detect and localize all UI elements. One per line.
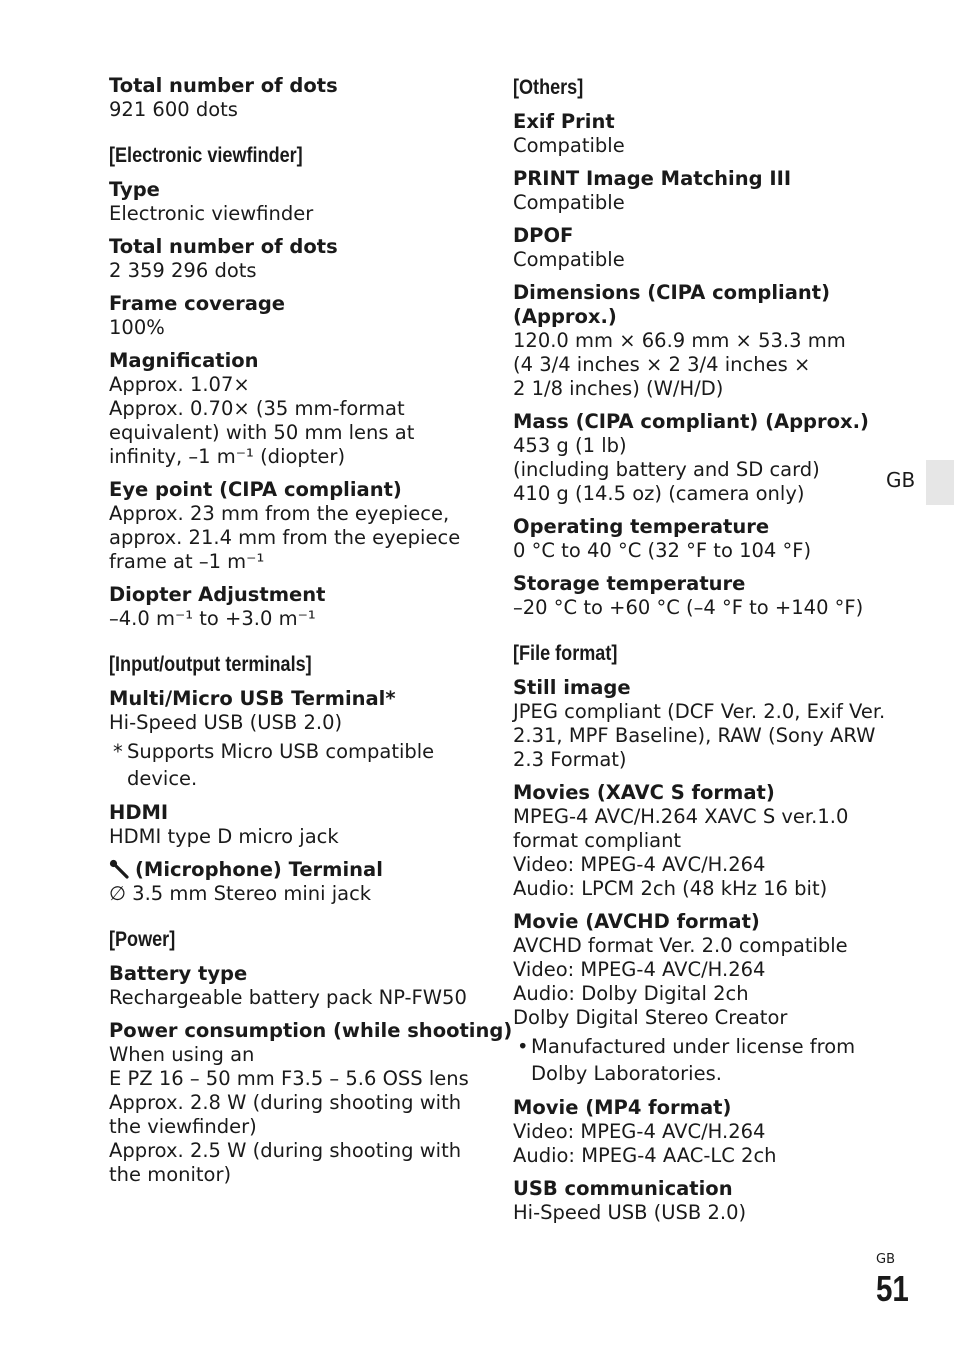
spec-item-battery-type	[109, 962, 489, 1010]
spec-label-text: Frame coverage	[109, 292, 286, 315]
spec-value-line: Compatible	[513, 191, 625, 214]
section-heading-electronic-viewfinder: [Electronic viewfinder]	[109, 144, 303, 167]
note-text: Supports Micro USB compatible device.	[127, 740, 435, 790]
spec-label-text: Movie (AVCHD format)	[513, 910, 760, 933]
spec-item-diopter-adjustment	[109, 583, 489, 631]
footer-language: GB	[876, 1252, 895, 1267]
spec-label-text: Magnification	[109, 349, 259, 372]
spec-label-text: Diopter Adjustment	[109, 583, 326, 606]
spec-label-text: Still image	[513, 676, 631, 699]
spec-item-multi-micro-usb-terminal	[109, 687, 489, 792]
spec-value-line: 100%	[109, 316, 165, 339]
spec-label	[513, 515, 893, 539]
spec-note	[513, 1033, 893, 1087]
microphone-icon	[109, 859, 129, 879]
spec-value-line: Electronic viewfinder	[109, 202, 314, 225]
spec-label-text: Total number of dots	[109, 74, 338, 97]
spec-label-text: Exif Print	[513, 110, 615, 133]
spec-value-line: the viewfinder)	[109, 1115, 257, 1138]
spec-label	[109, 235, 489, 259]
note-marker: *	[113, 740, 123, 763]
spec-value-line: Compatible	[513, 134, 625, 157]
spec-label-text: USB communication	[513, 1177, 733, 1200]
spec-label-text: Power consumption (while shooting)	[109, 1019, 513, 1042]
note-text: Manufactured under license from Dolby Laboratories.	[531, 1035, 856, 1085]
spec-value-line: Audio: MPEG-4 AAC-LC 2ch	[513, 1144, 777, 1167]
spec-item-operating-temperature	[513, 515, 893, 563]
spec-item-total-number-of-dots	[109, 74, 489, 122]
spec-value-line: JPEG compliant (DCF Ver. 2.0, Exif Ver.	[513, 700, 886, 723]
spec-value-line: Approx. 2.5 W (during shooting with	[109, 1139, 462, 1162]
spec-item-movie-mp4-format	[513, 1096, 893, 1168]
spec-label-text: Movie (MP4 format)	[513, 1096, 732, 1119]
spec-value-line: Video: MPEG-4 AVC/H.264	[513, 853, 766, 876]
spec-value-line: 921 600 dots	[109, 98, 238, 121]
spec-value-line: 410 g (14.5 oz) (camera only)	[513, 482, 805, 505]
spec-label-text: Dimensions (CIPA compliant) (Approx.)	[513, 281, 830, 328]
spec-value-line: Audio: LPCM 2ch (48 kHz 16 bit)	[513, 877, 828, 900]
language-tab	[926, 460, 954, 505]
spec-item-dimensions-cipa-compliant-approx	[513, 281, 893, 401]
spec-label-text: Eye point (CIPA compliant)	[109, 478, 402, 501]
spec-item-movie-avchd-format	[513, 910, 893, 1087]
spec-value-line: 453 g (1 lb)	[513, 434, 627, 457]
spec-note	[109, 738, 489, 792]
spec-value-line: Video: MPEG-4 AVC/H.264	[513, 1120, 766, 1143]
spec-label-text: Battery type	[109, 962, 248, 985]
spec-label-text: Storage temperature	[513, 572, 746, 595]
spec-item-storage-temperature	[513, 572, 893, 620]
section-heading-file-format: [File format]	[513, 642, 618, 665]
spec-label	[109, 178, 489, 202]
spec-label	[513, 910, 893, 934]
spec-label-text: (Microphone) Terminal	[135, 858, 383, 881]
spec-label-text: Total number of dots	[109, 235, 338, 258]
spec-item-print-image-matching-iii	[513, 167, 893, 215]
spec-value-line: format compliant	[513, 829, 682, 852]
spec-label	[109, 858, 489, 882]
spec-item-exif-print	[513, 110, 893, 158]
spec-value-line: E PZ 16 – 50 mm F3.5 – 5.6 OSS lens	[109, 1067, 469, 1090]
spec-value-line: Dolby Digital Stereo Creator	[513, 1006, 788, 1029]
spec-value-line: frame at –1 m⁻¹	[109, 550, 265, 573]
spec-label	[109, 801, 489, 825]
spec-item-mass-cipa-compliant-approx	[513, 410, 893, 506]
spec-label	[109, 292, 489, 316]
spec-value-line: 2 359 296 dots	[109, 259, 257, 282]
spec-label	[109, 74, 489, 98]
spec-value-line: infinity, –1 m⁻¹ (diopter)	[109, 445, 346, 468]
spec-value-line: HDMI type D micro jack	[109, 825, 339, 848]
spec-value-line: –20 °C to +60 °C (–4 °F to +140 °F)	[513, 596, 864, 619]
spec-label	[513, 1096, 893, 1120]
spec-value-line: AVCHD format Ver. 2.0 compatible	[513, 934, 848, 957]
spec-item-total-number-of-dots	[109, 235, 489, 283]
spec-label	[513, 110, 893, 134]
spec-item-usb-communication	[513, 1177, 893, 1225]
spec-label-text: PRINT Image Matching III	[513, 167, 792, 190]
spec-label	[513, 410, 893, 434]
spec-item-microphone-terminal	[109, 858, 489, 906]
spec-label	[513, 224, 893, 248]
spec-value-line: –4.0 m⁻¹ to +3.0 m⁻¹	[109, 607, 316, 630]
spec-item-still-image	[513, 676, 893, 772]
spec-label	[109, 1019, 513, 1043]
spec-value-line: Hi-Speed USB (USB 2.0)	[109, 711, 343, 734]
spec-label-text: HDMI	[109, 801, 169, 824]
spec-label-text: Type	[109, 178, 160, 201]
spec-label	[109, 349, 489, 373]
spec-item-frame-coverage	[109, 292, 489, 340]
spec-label-text: Mass (CIPA compliant) (Approx.)	[513, 410, 869, 433]
spec-value-line: 2.3 Format)	[513, 748, 627, 771]
spec-item-power-consumption-while-shooting	[109, 1019, 513, 1187]
spec-label	[109, 962, 489, 986]
spec-item-dpof	[513, 224, 893, 272]
spec-value-line: 120.0 mm × 66.9 mm × 53.3 mm	[513, 329, 846, 352]
spec-value-line: Approx. 2.8 W (during shooting with	[109, 1091, 462, 1114]
spec-value-line: 0 °C to 40 °C (32 °F to 104 °F)	[513, 539, 812, 562]
spec-item-magnification	[109, 349, 489, 469]
spec-value-line: Video: MPEG-4 AVC/H.264	[513, 958, 766, 981]
spec-item-eye-point-cipa-compliant	[109, 478, 489, 574]
spec-label	[109, 583, 489, 607]
spec-value-line: the monitor)	[109, 1163, 232, 1186]
spec-label-text: Movies (XAVC S format)	[513, 781, 775, 804]
spec-label-text: Multi/Micro USB Terminal*	[109, 687, 396, 710]
spec-label-text: Operating temperature	[513, 515, 770, 538]
spec-value-line: Approx. 23 mm from the eyepiece,	[109, 502, 450, 525]
spec-value-line: Approx. 1.07×	[109, 373, 250, 396]
spec-label	[513, 781, 893, 805]
note-marker: •	[517, 1035, 529, 1058]
spec-value-line: MPEG-4 AVC/H.264 XAVC S ver.1.0	[513, 805, 849, 828]
spec-label-text: DPOF	[513, 224, 574, 247]
page-number: 51	[876, 1268, 909, 1309]
spec-label	[513, 167, 893, 191]
spec-value-line: approx. 21.4 mm from the eyepiece	[109, 526, 461, 549]
spec-item-type	[109, 178, 489, 226]
spec-value-line: Compatible	[513, 248, 625, 271]
spec-value-line: Audio: Dolby Digital 2ch	[513, 982, 749, 1005]
section-heading-others: [Others]	[513, 76, 584, 99]
spec-value-line: equivalent) with 50 mm lens at	[109, 421, 415, 444]
spec-value-line: 2 1/8 inches) (W/H/D)	[513, 377, 724, 400]
spec-value-line: Hi-Speed USB (USB 2.0)	[513, 1201, 747, 1224]
section-heading-input-output-terminals: [Input/output terminals]	[109, 653, 312, 676]
spec-label	[513, 572, 893, 596]
spec-label	[109, 687, 489, 711]
spec-value-line: Rechargeable battery pack NP-FW50	[109, 986, 467, 1009]
spec-label	[109, 478, 489, 502]
spec-value-line: ∅ 3.5 mm Stereo mini jack	[109, 882, 372, 905]
spec-value-line: (including battery and SD card)	[513, 458, 820, 481]
spec-item-movies-xavc-s-format	[513, 781, 893, 901]
language-tab-label: GB	[886, 468, 916, 492]
spec-value-line: (4 3/4 inches × 2 3/4 inches ×	[513, 353, 811, 376]
spec-value-line: When using an	[109, 1043, 255, 1066]
spec-value-line: 2.31, MPF Baseline), RAW (Sony ARW	[513, 724, 876, 747]
left-column	[109, 74, 513, 1196]
spec-label	[513, 281, 893, 329]
spec-label	[513, 1177, 893, 1201]
section-heading-power: [Power]	[109, 928, 176, 951]
spec-value-line: Approx. 0.70× (35 mm-format	[109, 397, 405, 420]
spec-item-hdmi	[109, 801, 489, 849]
spec-label	[513, 676, 893, 700]
right-column	[513, 74, 893, 1234]
